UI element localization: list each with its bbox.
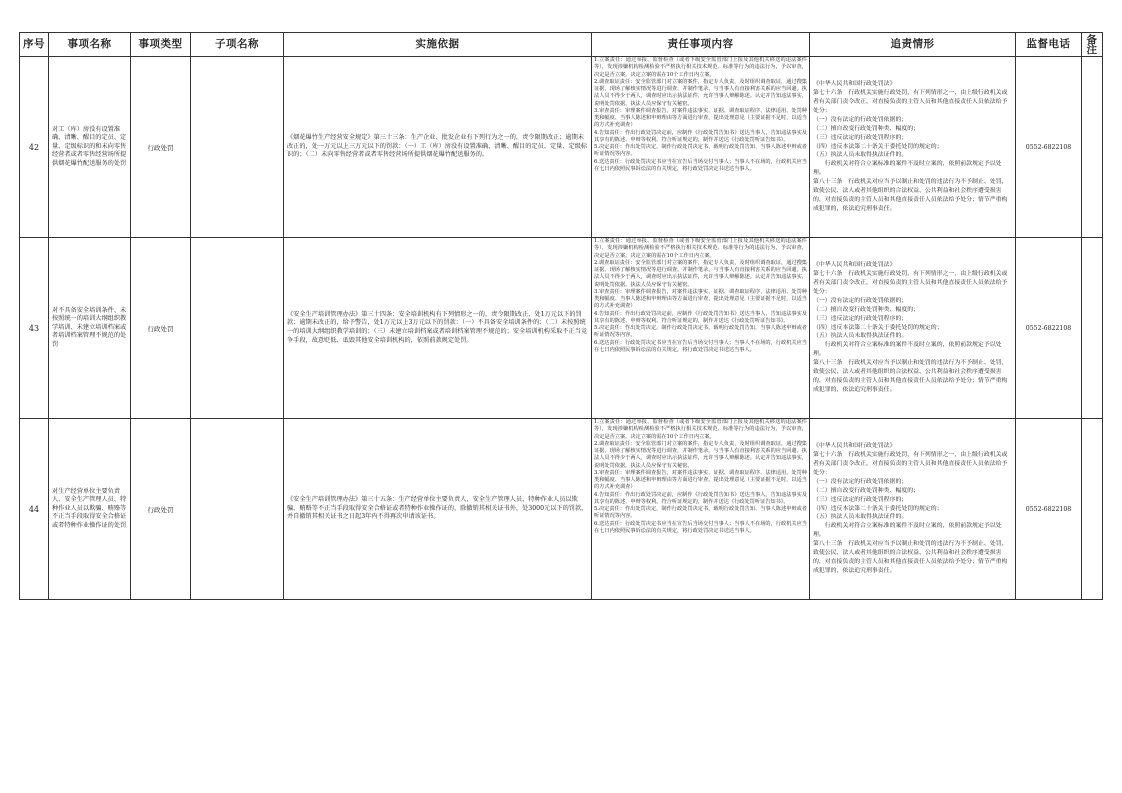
sub-item-name — [191, 238, 284, 419]
table-row — [20, 238, 1103, 419]
accountability-line: （五）执法人员未取得执法证件的。 — [813, 152, 908, 159]
header-remark-char-2: 注 — [1086, 43, 1098, 56]
duty-step-notification: 4.告知责任：作出行政处罚决定前，应制作《行政处罚告知书》送达当事人，告知违法事实及其享有的陈述、申辩等权利。符合听证规定的，制作并送达《行政处罚听证告知书》。 — [594, 491, 807, 505]
header-supervision-phone: 监督电话 — [1016, 33, 1082, 57]
accountability-line: 第七十六条 行政机关实施行政处罚，有下列情形之一，由上级行政机关或者有关部门责令改正，对直接负责的主管人员和其他直接责任人员依法给予处分： — [813, 452, 1008, 476]
duty-step-service: 6.送达责任：行政处罚决定书应当在宣告后当场交付当事人；当事人不在场的，行政机关应当在七日内依照民事诉讼法的有关规定，将行政处罚决定书送达当事人。 — [594, 520, 807, 534]
duty-step-decision: 5.决定责任：作出处罚决定，制作行政处罚决定书，载明行政处罚告知、当事人陈述申辩或者听证情况等内容。 — [594, 325, 807, 339]
header-item-type: 事项类型 — [131, 33, 191, 57]
accountability-line: 《中华人民共和国行政处罚法》 — [813, 262, 896, 269]
sub-item-name — [191, 419, 284, 600]
duty-step-review: 3.审查责任：审理案件调查报告，对案件违法事实、证据、调查取证程序、法律适用、处罚种类和幅度、当事人陈述和申辩理由等方面进行审查，提出处理意见（主要证据不足时，以适当的方式补充调查） — [594, 288, 807, 310]
accountability-line: （二）擅自改变行政处罚种类、幅度的； — [813, 487, 920, 494]
responsibility-list-table — [19, 32, 1103, 600]
legal-basis: 《安全生产培训管理办法》第三十四条：安全培训机构有下列情形之一的，责令限期改正，处1万元以下的罚款；逾期未改正的，给予警告，处1万元以上3万元以下的罚款：（一）不具备安全培训条件的；（二）未按照统一的培训大纲组织教学培训的；（三）未建立培训档案或者培训档案管理不规范的；安全培训机构采取不正当竞争手段，故意贬低、诋毁其他安全培训机构的，依照前款规定处罚。 — [284, 238, 592, 419]
accountability-line: （二）擅自改变行政处罚种类、幅度的； — [813, 306, 920, 313]
row-number: 44 — [20, 419, 49, 600]
accountability-line: （四）违反本法第二十条关于委托处罚的规定的； — [813, 324, 943, 331]
accountability-line: （四）违反本法第二十条关于委托处罚的规定的； — [813, 143, 943, 150]
accountability-line: 行政机关对符合立案标准的案件不及时立案的，依照前款规定予以处理。 — [813, 523, 1002, 539]
accountability-line: 第七十六条 行政机关实施行政处罚，有下列情形之一，由上级行政机关或者有关部门责令改正，对直接负责的主管人员和其他直接责任人员依法给予处分： — [813, 271, 1008, 295]
duty-content — [592, 57, 810, 238]
accountability-line: （五）执法人员未取得执法证件的。 — [813, 514, 908, 521]
duty-step-filing: 1.立案责任：通过举报、监督检查（或者下级安全监管部门上报及其他机关移送的违法案件等），发现涉嫌机构检测检验不严格执行相关技术规范、标准等行为的违法行为，予以审查，决定是否立案。决定立案的需在10个工作日内立案。 — [594, 57, 807, 78]
item-name: 对不具备安全培训条件、未按照统一的培训大纲组织教学培训、未建立培训档案或者培训档案管理不规范的处罚 — [49, 238, 131, 419]
supervision-phone: 0552-6822108 — [1016, 238, 1082, 419]
row-number: 43 — [20, 238, 49, 419]
remark-cell — [1082, 419, 1103, 600]
duty-step-service: 6.送达责任：行政处罚决定书应当在宣告后当场交付当事人；当事人不在场的，行政机关应当在七日内依照民事诉讼法的有关规定，将行政处罚决定书送达当事人。 — [594, 158, 807, 172]
duty-step-review: 3.审查责任：审理案件调查报告，对案件违法事实、证据、调查取证程序、法律适用、处罚种类和幅度、当事人陈述和申辩理由等方面进行审查，提出处理意见（主要证据不足时，以适当的方式补充调查） — [594, 107, 807, 129]
sub-item-name — [191, 57, 284, 238]
duty-step-review: 3.审查责任：审理案件调查报告，对案件违法事实、证据、调查取证程序、法律适用、处罚种类和幅度、当事人陈述和申辩理由等方面进行审查，提出处理意见（主要证据不足时，以适当的方式补充调查） — [594, 469, 807, 491]
table-row — [20, 57, 1103, 238]
duty-step-notification: 4.告知责任：作出行政处罚决定前，应制作《行政处罚告知书》送达当事人，告知违法事实及其享有的陈述、申辩等权利。符合听证规定的，制作并送达《行政处罚听证告知书》。 — [594, 310, 807, 324]
header-no: 序号 — [20, 33, 49, 57]
accountability-line: 第七十六条 行政机关实施行政处罚，有下列情形之一，由上级行政机关或者有关部门责令改正，对直接负责的主管人员和其他直接责任人员依法给予处分： — [813, 90, 1008, 114]
header-sub-item: 子项名称 — [191, 33, 284, 57]
accountability-line: 行政机关对符合立案标准的案件不及时立案的，依照前款规定予以处理。 — [813, 161, 1002, 177]
row-number: 42 — [20, 57, 49, 238]
accountability-line: （四）违反本法第二十条关于委托处罚的规定的； — [813, 505, 943, 512]
accountability-line: （一）没有法定的行政处罚依据的； — [813, 478, 908, 485]
duty-step-investigation: 2.调查取证责任：安全监管部门对立案的案件，指定专人负责，及时组织调查取证，通过搜集证据、现场了解核实情况等进行调查，并制作笔录，与当事人有直接利害关系的应当回避。执法人员不得少于两人，调查时应出示执法证件，允许当事人辩解陈述。认定并告知违法事实，说明处罚依据。执法人员应保守有关秘密。 — [594, 440, 807, 469]
accountability-line: （三）违反法定的行政处罚程序的； — [813, 134, 908, 141]
supervision-phone: 0552-6822108 — [1016, 419, 1082, 600]
accountability-line: 第八十三条 行政机关对应当予以制止和处罚的违法行为不予制止、处罚，致使公民、法人或者其他组织的合法权益、公共利益和社会秩序遭受损害的，对直接负责的主管人员和其他直接责任人员依法给予处分；情节严重构成犯罪的，依法追究刑事责任。 — [813, 360, 1008, 393]
accountability-content — [810, 57, 1016, 238]
accountability-line: （一）没有法定的行政处罚依据的； — [813, 116, 908, 123]
header-item-name: 事项名称 — [49, 33, 131, 57]
remark-cell — [1082, 57, 1103, 238]
duty-step-notification: 4.告知责任：作出行政处罚决定前，应制作《行政处罚告知书》送达当事人，告知违法事实及其享有的陈述、申辩等权利。符合听证规定的，制作并送达《行政处罚听证告知书》。 — [594, 129, 807, 143]
remark-cell — [1082, 238, 1103, 419]
header-row — [20, 33, 1103, 57]
header-legal-basis: 实施依据 — [284, 33, 592, 57]
item-type: 行政处罚 — [131, 57, 191, 238]
duty-step-service: 6.送达责任：行政处罚决定书应当在宣告后当场交付当事人；当事人不在场的，行政机关应当在七日内依照民事诉讼法的有关规定，将行政处罚决定书送达当事人。 — [594, 339, 807, 353]
accountability-line: （三）违反法定的行政处罚程序的； — [813, 496, 908, 503]
legal-basis: 《安全生产培训管理办法》第三十五条：生产经营单位主要负责人、安全生产管理人员、特种作业人员以欺骗、贿赂等不正当手段取得安全合格证或者特种作业操作证的，除撤销其相关证书外，处3000元以下的罚款，并自撤销其相关证书之日起3年内不得再次申请该证书。 — [284, 419, 592, 600]
duty-content — [592, 419, 810, 600]
duty-step-investigation: 2.调查取证责任：安全监管部门对立案的案件，指定专人负责，及时组织调查取证，通过搜集证据、现场了解核实情况等进行调查，并制作笔录，与当事人有直接利害关系的应当回避。执法人员不得少于两人，调查时应出示执法证件，允许当事人辩解陈述。认定并告知违法事实，说明处罚依据。执法人员应保守有关秘密。 — [594, 259, 807, 288]
duty-step-filing: 1.立案责任：通过举报、监督检查（或者下级安全监管部门上报及其他机关移送的违法案件等），发现涉嫌机构检测检验不严格执行相关技术规范、标准等行为的违法行为，予以审查，决定是否立案。决定立案的需在10个工作日内立案。 — [594, 238, 807, 259]
accountability-line: 行政机关对符合立案标准的案件不及时立案的，依照前款规定予以处理。 — [813, 342, 1002, 358]
accountability-line: （二）擅自改变行政处罚种类、幅度的； — [813, 125, 920, 132]
duty-step-filing: 1.立案责任：通过举报、监督检查（或者下级安全监管部门上报及其他机关移送的违法案件等），发现涉嫌机构检测检验不严格执行相关技术规范、标准等行为的违法行为，予以审查，决定是否立案。决定立案的需在10个工作日内立案。 — [594, 419, 807, 440]
accountability-line: 第八十三条 行政机关对应当予以制止和处罚的违法行为不予制止、处罚，致使公民、法人或者其他组织的合法权益、公共利益和社会秩序遭受损害的，对直接负责的主管人员和其他直接责任人员依法给予处分；情节严重构成犯罪的，依法追究刑事责任。 — [813, 179, 1008, 212]
accountability-line: 第八十三条 行政机关对应当予以制止和处罚的违法行为不予制止、处罚，致使公民、法人或者其他组织的合法权益、公共利益和社会秩序遭受损害的，对直接负责的主管人员和其他直接责任人员依法给予处分；情节严重构成犯罪的，依法追究刑事责任。 — [813, 541, 1008, 574]
accountability-line: （三）违反法定的行政处罚程序的； — [813, 315, 908, 322]
item-name: 对工（库）房没有设置准确、清晰、醒目的定员、定量、定级标识的和未向零售经营者或者零售经营场所提供烟花爆竹配送服务的处罚 — [49, 57, 131, 238]
accountability-line: 《中华人民共和国行政处罚法》 — [813, 443, 896, 450]
duty-content — [592, 238, 810, 419]
item-type: 行政处罚 — [131, 238, 191, 419]
header-accountability: 追责情形 — [810, 33, 1016, 57]
accountability-content — [810, 419, 1016, 600]
duty-step-decision: 5.决定责任：作出处罚决定，制作行政处罚决定书，载明行政处罚告知、当事人陈述申辩或者听证情况等内容。 — [594, 506, 807, 520]
item-type: 行政处罚 — [131, 419, 191, 600]
header-remark-char-1: 备 — [1086, 33, 1098, 46]
supervision-phone: 0552-6822108 — [1016, 57, 1082, 238]
header-duty-content: 责任事项内容 — [592, 33, 810, 57]
duty-step-decision: 5.决定责任：作出处罚决定，制作行政处罚决定书，载明行政处罚告知、当事人陈述申辩或者听证情况等内容。 — [594, 144, 807, 158]
accountability-line: （五）执法人员未取得执法证件的。 — [813, 333, 908, 340]
legal-basis: 《烟花爆竹生产经营安全规定》第三十三条：生产企业、批发企业有下列行为之一的，责令限期改正；逾期未改正的，处一万元以上三万元以下的罚款：（一）工（库）房没有设置准确、清晰、醒目的定员、定量、定级标识的；（二）未向零售经营者或者零售经营场所提供烟花爆竹配送服务的。 — [284, 57, 592, 238]
item-name: 对生产经营单位主要负责人、安全生产管理人员、特种作业人员以欺骗、贿赂等不正当手段取得安全合格证或者特种作业操作证的处罚 — [49, 419, 131, 600]
table-row — [20, 419, 1103, 600]
header-remark — [1082, 33, 1103, 57]
accountability-content — [810, 238, 1016, 419]
accountability-line: （一）没有法定的行政处罚依据的； — [813, 297, 908, 304]
accountability-line: 《中华人民共和国行政处罚法》 — [813, 81, 896, 88]
duty-step-investigation: 2.调查取证责任：安全监管部门对立案的案件，指定专人负责，及时组织调查取证，通过搜集证据、现场了解核实情况等进行调查，并制作笔录，与当事人有直接利害关系的应当回避。执法人员不得少于两人，调查时应出示执法证件，允许当事人辩解陈述。认定并告知违法事实，说明处罚依据。执法人员应保守有关秘密。 — [594, 78, 807, 107]
